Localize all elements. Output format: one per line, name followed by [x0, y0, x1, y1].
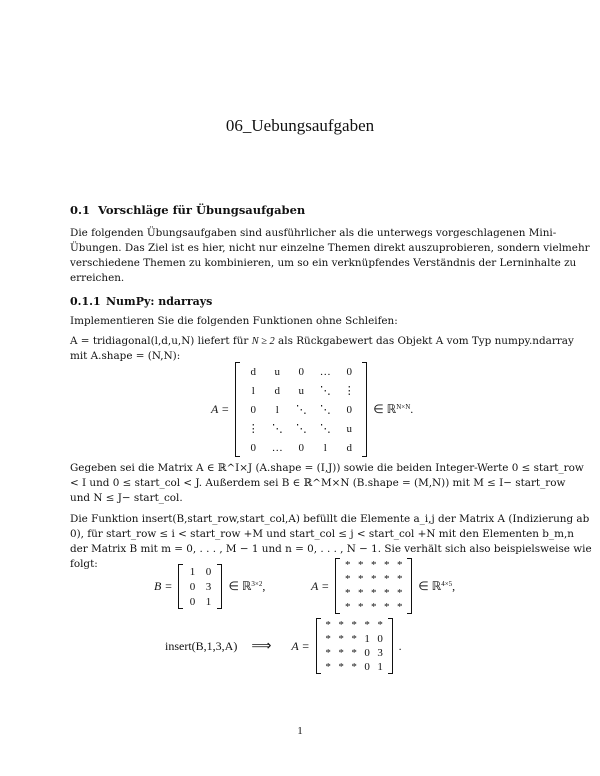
matrix-a2-cell: *	[370, 587, 377, 599]
matrix-a2-cell: *	[344, 559, 351, 571]
matrix-a3-cell: 1	[364, 633, 370, 645]
insert-line: Die Funktion insert(B,start_row,start_col,A) befüllt die Elemente a_i,j der Matrix A (Indizierung ab	[70, 513, 590, 525]
matrix-a2-cell: *	[383, 559, 390, 571]
matrix-a-row	[241, 381, 361, 400]
matrix-a3-cell: *	[338, 619, 344, 631]
matrix-a2-row	[341, 600, 406, 614]
matrix-a-space-symbol: ∈ ℝ	[373, 402, 397, 416]
tridiagonal-paragraph	[70, 334, 574, 364]
matrix-a2-cell: *	[396, 559, 403, 571]
implement-line: Implementieren Sie die folgenden Funktionen ohne Schleifen:	[70, 315, 398, 327]
implies-arrow: ⟹	[251, 638, 272, 654]
matrix-a3-cell: 0	[377, 633, 383, 645]
matrix-a3-cell: *	[351, 633, 357, 645]
matrix-a2-cell: *	[370, 601, 377, 613]
matrix-b-cell: 0	[189, 595, 196, 608]
matrix-a2-equation	[305, 558, 461, 614]
section-heading	[70, 203, 305, 217]
matrix-a3-cell: *	[364, 619, 370, 631]
matrix-a2-row	[341, 586, 406, 600]
matrix-a3-row	[322, 660, 387, 674]
matrix-b-row	[184, 594, 216, 609]
matrix-a3-cell: *	[325, 633, 331, 645]
intro-line: Übungen. Das Ziel ist es hier, nicht nur einzelne Themen direkt auszuprobieren, sondern vielmehr	[70, 242, 590, 254]
matrix-b-cell: 1	[189, 565, 196, 578]
document-title: 06_Uebungsaufgaben	[225, 116, 375, 135]
matrix-a3-cell: 0	[364, 661, 370, 673]
matrix-a2-cell: *	[383, 601, 390, 613]
matrix-b-cell: 0	[205, 565, 212, 578]
matrix-a3-cell: *	[325, 619, 331, 631]
matrix-a-cell: l	[275, 403, 279, 416]
subsection-number: 0.1.1	[70, 295, 101, 308]
given-line: < I und 0 ≤ start_col < J. Außerdem sei B ∈ ℝ^M×N (B.shape = (M,N)) mit M ≤ I− start_row	[70, 477, 566, 489]
given-paragraph	[70, 461, 584, 506]
matrix-a3-cell: 3	[377, 647, 383, 659]
insert-call: insert(B,1,3,A)	[165, 638, 238, 653]
matrix-a2-cell: *	[370, 559, 377, 571]
insert-line: 0), für start_row ≤ i < start_row +M und start_col ≤ j < start_col +N mit den Elementen b_m,n	[70, 528, 574, 540]
matrix-a-cell: …	[319, 365, 331, 378]
matrix-a2-label: A =	[311, 578, 330, 593]
matrix-a2-space-sup: 4×5	[441, 579, 453, 588]
matrix-a-cell: u	[298, 384, 304, 397]
matrix-b-label: B =	[154, 579, 173, 593]
matrix-a-cell: u	[274, 365, 280, 378]
matrix-a2-space-symbol: ∈ ℝ	[418, 578, 442, 593]
matrix-a-label: A =	[211, 402, 230, 416]
matrix-a-cell: 0	[250, 441, 256, 454]
intro-line: verschiedene Themen zu kombinieren, um so ein verknüpfendes Verständnis der Lerninhalte zu	[70, 257, 577, 269]
matrix-a-cell: 0	[346, 403, 352, 416]
matrix-a-cell: d	[274, 384, 280, 397]
matrix-a-row	[241, 438, 361, 457]
matrix-a-cell: 0	[346, 365, 352, 378]
matrix-a-cell: 0	[298, 365, 304, 378]
matrix-a2-row	[341, 558, 406, 572]
matrix-a2-cell: *	[396, 587, 403, 599]
matrix-a-row	[241, 400, 361, 419]
matrix-a3-cell: *	[338, 647, 344, 659]
matrix-a2-cell: *	[344, 601, 351, 613]
matrix-a3-row	[322, 646, 387, 660]
matrix-a-cell: d	[346, 441, 352, 454]
matrix-a3-cell: 1	[377, 661, 383, 673]
matrix-a3-label: A =	[291, 638, 310, 653]
matrix-a3-cell: *	[351, 619, 357, 631]
matrix-a3-cell: 0	[364, 647, 370, 659]
section-number: 0.1	[70, 203, 91, 217]
matrix-a2-cell: *	[383, 587, 390, 599]
matrix-a-space-sup: N×N	[396, 403, 411, 411]
matrix-b-space: ∈ ℝ$^{3\times 2}$,	[228, 579, 266, 593]
matrix-a2-cell: *	[357, 559, 364, 571]
matrix-b-row	[184, 579, 216, 594]
matrix-a-cell: …	[271, 441, 283, 454]
intro-paragraph	[70, 226, 590, 286]
matrix-a-space: ∈ ℝ$^{N\times N}$.	[373, 402, 414, 416]
matrix-a3-row	[322, 632, 387, 646]
insert-line: der Matrix B mit m = 0, . . . , M − 1 und n = 0, . . . , N − 1. Sie verhält sich also beispielsweise wie	[70, 543, 592, 555]
implement-paragraph	[70, 314, 530, 329]
matrix-a-cell: ⋱	[319, 404, 331, 416]
insert-example	[165, 618, 408, 674]
tridiagonal-line	[70, 334, 574, 349]
matrix-a-cell: l	[323, 441, 327, 454]
matrix-a3-cell: *	[338, 661, 344, 673]
matrix-a-cell: u	[346, 422, 352, 435]
tridiagonal-line: mit A.shape = (N,N):	[70, 350, 181, 362]
subsection-heading	[70, 295, 212, 308]
matrix-a2-cell: *	[370, 573, 377, 585]
matrix-a-cell: ⋱	[271, 423, 283, 435]
matrix-a2-cell: *	[357, 573, 364, 585]
matrix-a3-cell: *	[377, 619, 383, 631]
subsection-title: NumPy: ndarrays	[106, 295, 213, 308]
matrix-a-cell: 0	[250, 403, 256, 416]
matrix-a2-cell: *	[344, 573, 351, 585]
matrix-b-cell: 0	[189, 580, 196, 593]
matrix-a2-space: ∈ ℝ$^{4\times 5}$,	[418, 578, 456, 593]
matrix-a3-cell: *	[351, 661, 357, 673]
matrix-a-cell: ⋱	[295, 404, 307, 416]
matrix-a-row	[241, 362, 361, 381]
matrix-b-space-symbol: ∈ ℝ	[228, 579, 252, 593]
tridiagonal-condition: N ≥ 2	[251, 336, 275, 347]
given-line: und N ≤ J− start_col.	[70, 492, 183, 504]
given-line: Gegeben sei die Matrix A ∈ ℝ^I×J (A.shape = (I,J)) sowie die beiden Integer-Werte 0 ≤ start_row	[70, 462, 584, 474]
matrix-a2-cell: *	[344, 587, 351, 599]
matrix-b-equation	[148, 564, 271, 609]
insert-line: folgt:	[70, 558, 98, 570]
page-number: 1	[297, 725, 303, 737]
matrix-a-cell: ⋱	[295, 423, 307, 435]
matrix-a-cell: ⋮	[343, 385, 355, 397]
matrix-a2-cell: *	[396, 573, 403, 585]
matrix-a3-cell: *	[351, 647, 357, 659]
matrix-a2-row	[341, 572, 406, 586]
matrix-a-cell: ⋮	[247, 423, 259, 435]
matrix-a-row	[241, 419, 361, 438]
matrix-a-cell: ⋱	[319, 423, 331, 435]
matrix-a2-cell: *	[396, 601, 403, 613]
matrix-a-cell: ⋱	[319, 385, 331, 397]
intro-line: Die folgenden Übungsaufgaben sind ausführlicher als die unterwegs vorgeschlagenen Mini-	[70, 227, 557, 239]
matrix-a3-cell: *	[325, 647, 331, 659]
matrix-b	[178, 564, 222, 609]
intro-line: erreichen.	[70, 272, 125, 284]
matrix-b-cell: 3	[205, 580, 212, 593]
matrix-a2	[335, 558, 412, 614]
matrix-a3-cell: *	[338, 633, 344, 645]
tridiagonal-text-b: als Rückgabewert das Objekt A vom Typ numpy.ndarray	[278, 335, 574, 347]
matrix-a-equation	[205, 362, 419, 457]
matrix-a-cell: 0	[298, 441, 304, 454]
matrix-b-row	[184, 564, 216, 579]
matrix-a3-cell: *	[325, 661, 331, 673]
matrix-a3-period: .	[398, 638, 402, 653]
matrix-a-cell: d	[250, 365, 256, 378]
matrix-b-space-sup: 3×2	[251, 580, 263, 588]
section-title: Vorschläge für Übungsaufgaben	[98, 203, 306, 217]
matrix-a2-cell: *	[357, 587, 364, 599]
matrix-a2-cell: *	[383, 573, 390, 585]
matrix-a	[235, 362, 367, 457]
matrix-a-cell: l	[251, 384, 255, 397]
matrix-a2-cell: *	[357, 601, 364, 613]
matrix-a3	[316, 618, 393, 674]
matrix-b-cell: 1	[205, 595, 212, 608]
matrix-a3-row	[322, 618, 387, 632]
tridiagonal-text: A = tridiagonal(l,d,u,N) liefert für	[70, 335, 249, 347]
